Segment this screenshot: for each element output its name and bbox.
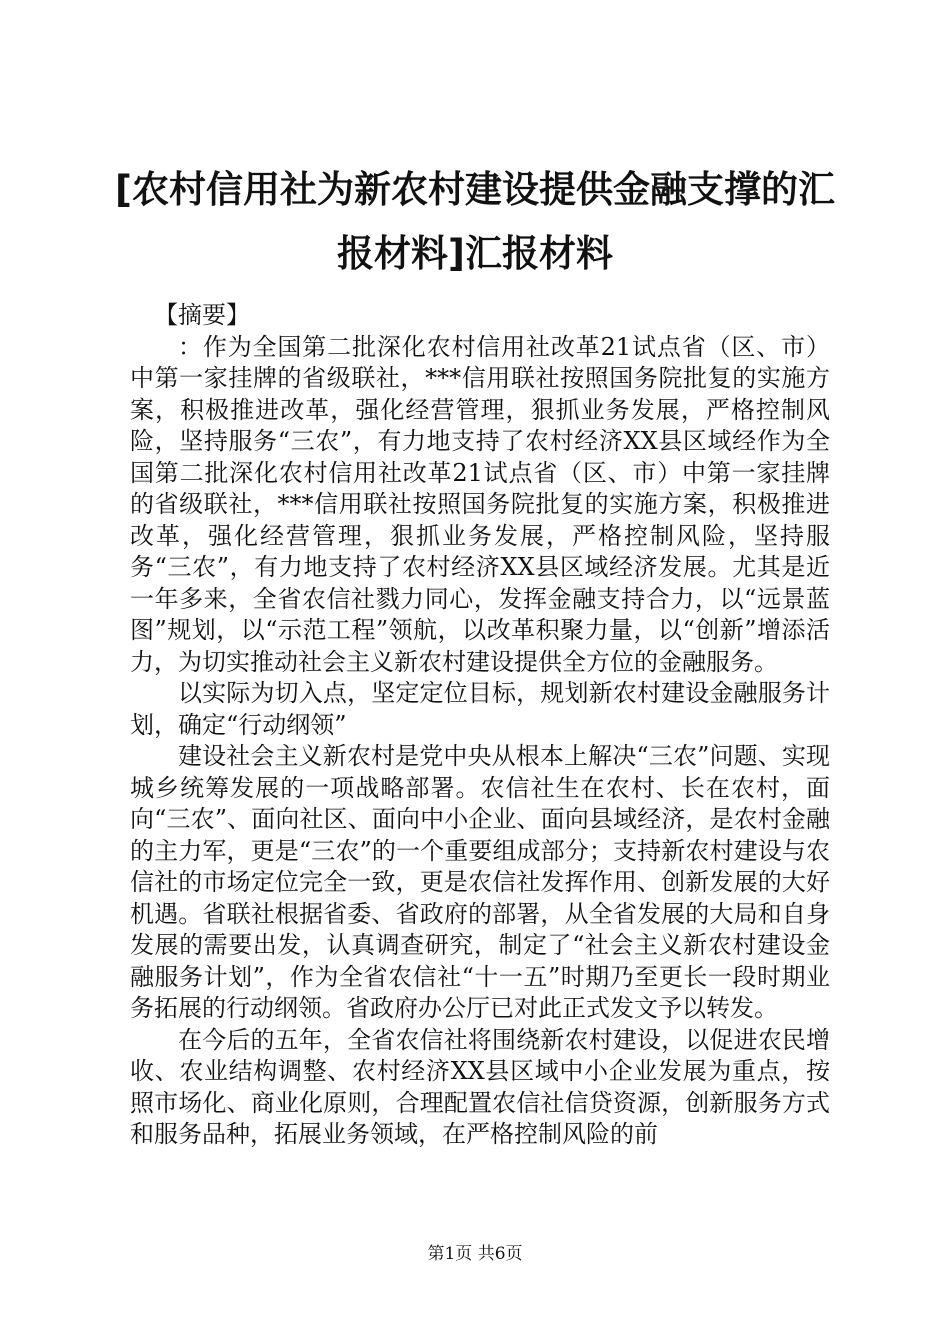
title-line-2: 报材料]汇报材料 — [337, 232, 613, 275]
page-footer — [0, 1242, 950, 1266]
abstract-label: 【摘要】 — [154, 301, 250, 329]
paragraph-abstract: ：作为全国第二批深化农村信用社改革21试点省（区、市）中第一家挂牌的省级联社，***信用联社按照国务院批复的实施方案，积极推进改革，强化经营管理，狠抓业务发展，严格控制风险，坚持服务“三农”，有力地支持了农村经济XX县区域经作为全国第二批深化农村信用社改革21试点省（区、市）中第一家挂牌的省级联社，***信用联社按照国务院批复的实施方案，积极推进改革，强化经营管理，狠抓业务发展，严格控制风险，坚持服务“三农”，有力地支持了农村经济XX县区域经济发展。尤其是近一年多来，全省农信社戮力同心，发挥金融支持合力，以“远景蓝图”规划，以“示范工程”领航，以改革积聚力量，以“创新”增添活力，为切实推动社会主义新农村建设提供全方位的金融服务。 — [130, 332, 830, 676]
title-line-1: [农村信用社为新农村建设提供金融支撑的汇 — [115, 168, 835, 211]
paragraph-body-2: 在今后的五年，全省农信社将围绕新农村建设，以促进农民增收、农业结构调整、农村经济XX县区域中小企业发展为重点，按照市场化、商业化原则，合理配置农信社信贷资源，创新服务方式和服务品种，拓展业务领域，在严格控制风险的前 — [130, 1025, 830, 1148]
page-number: 第1页 共6页 — [427, 1244, 523, 1264]
document-body — [130, 300, 830, 1151]
paragraph-heading: 以实际为切入点，坚定定位目标，规划新农村建设金融服务计划，确定“行动纲领” — [130, 679, 830, 739]
paragraph-body-1: 建设社会主义新农村是党中央从根本上解决“三农”问题、实现城乡统筹发展的一项战略部署。农信社生在农村、长在农村，面向“三农”、面向社区、面向中小企业、面向县域经济，是农村金融的主力军，更是“三农”的一个重要组成部分；支持新农村建设与农信社的市场定位完全一致，更是农信社发挥作用、创新发展的大好机遇。省联社根据省委、省政府的部署，从全省发展的大局和自身发展的需要出发，认真调查研究，制定了“社会主义新农村建设金融服务计划”，作为全省农信社“十一五”时期乃至更长一段时期业务拓展的行动纲领。省政府办公厅已对此正式发文予以转发。 — [130, 742, 830, 1022]
document-title — [0, 158, 950, 286]
